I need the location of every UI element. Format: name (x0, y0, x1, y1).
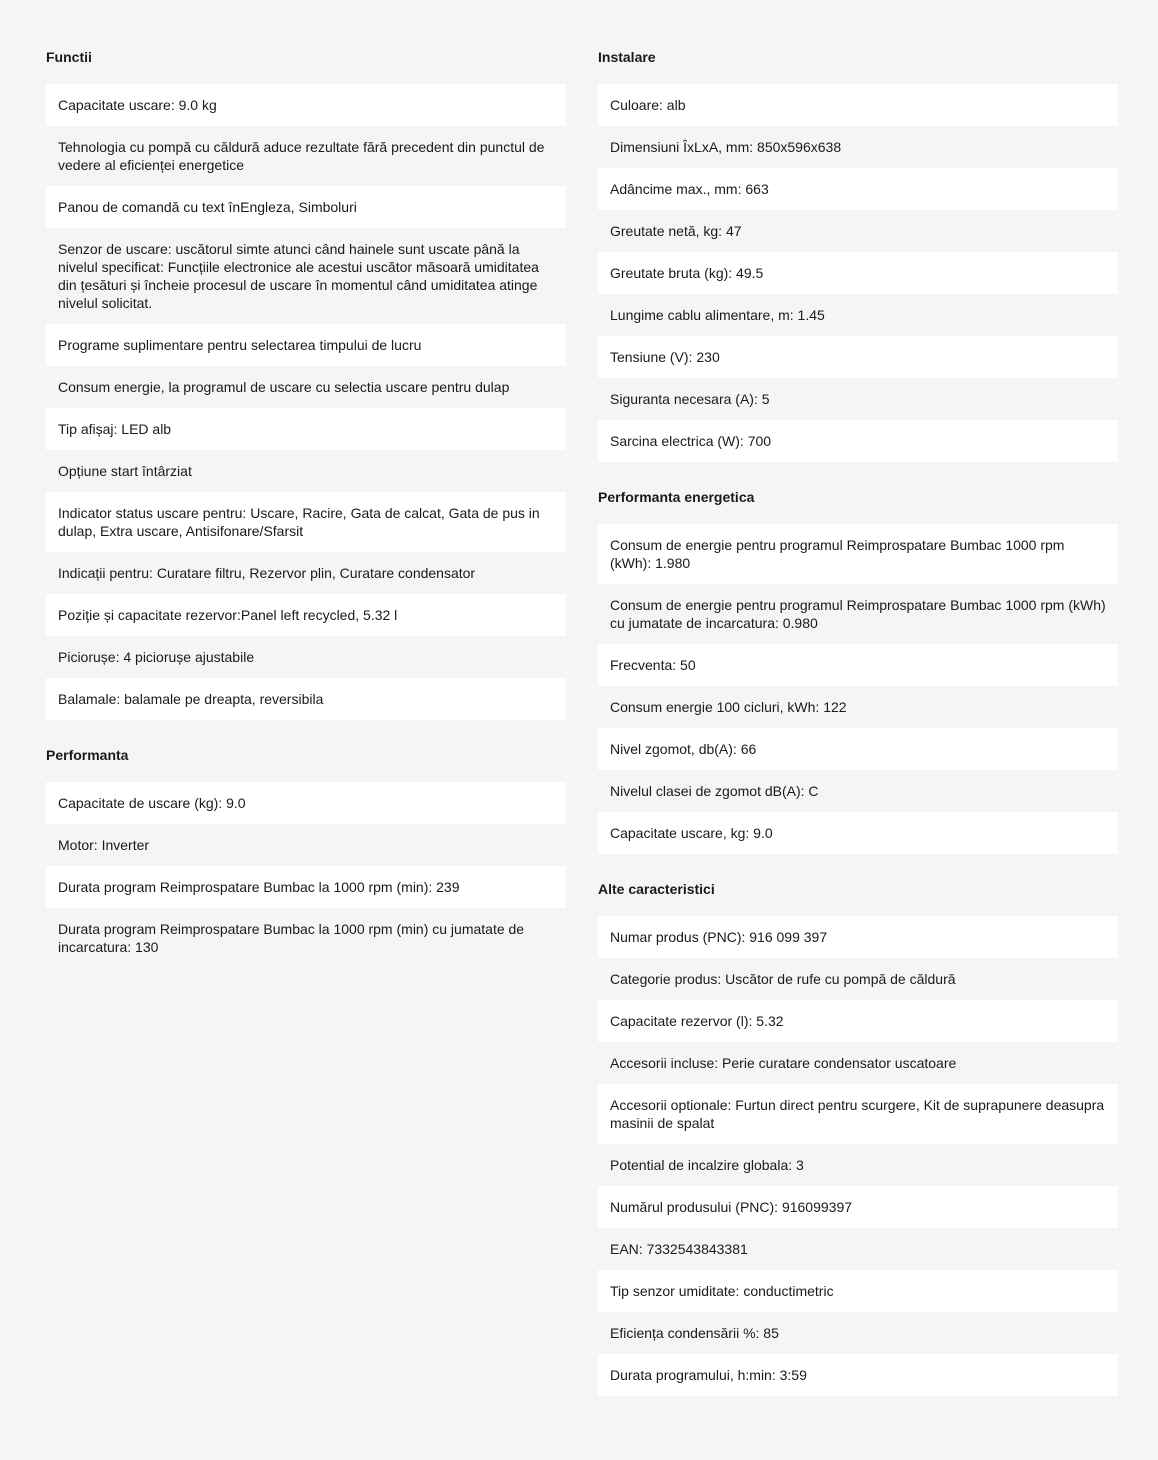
spec-row: Accesorii incluse: Perie curatare condensator uscatoare (598, 1042, 1118, 1084)
spec-row: Culoare: alb (598, 84, 1118, 126)
spec-row: Consum energie 100 cicluri, kWh: 122 (598, 686, 1118, 728)
spec-row: Tip afișaj: LED alb (46, 408, 566, 450)
spec-row: Categorie produs: Uscător de rufe cu pompă de căldură (598, 958, 1118, 1000)
spec-row: Indicații pentru: Curatare filtru, Rezervor plin, Curatare condensator (46, 552, 566, 594)
spec-row: Consum de energie pentru programul Reimprospatare Bumbac 1000 rpm (kWh): 1.980 (598, 524, 1118, 584)
spec-list (598, 84, 1118, 462)
spec-row: EAN: 7332543843381 (598, 1228, 1118, 1270)
spec-row: Opțiune start întârziat (46, 450, 566, 492)
spec-row: Durata program Reimprospatare Bumbac la 1000 rpm (min) cu jumatate de incarcatura: 130 (46, 908, 566, 968)
section-title: Performanta energetica (598, 489, 755, 505)
spec-row: Piciorușe: 4 piciorușe ajustabile (46, 636, 566, 678)
spec-row: Indicator status uscare pentru: Uscare, Racire, Gata de calcat, Gata de pus in dulap, Extra uscare, Antisifonare/Sfarsit (46, 492, 566, 552)
section-title: Performanta (46, 747, 129, 763)
spec-section-performanta-energetica (598, 486, 1118, 854)
spec-row: Capacitate uscare, kg: 9.0 (598, 812, 1118, 854)
spec-row: Tehnologia cu pompă cu căldură aduce rezultate fără precedent din punctul de vedere al eficienței energetice (46, 126, 566, 186)
section-title: Instalare (598, 49, 656, 65)
spec-row: Eficiența condensării %: 85 (598, 1312, 1118, 1354)
spec-row: Consum de energie pentru programul Reimprospatare Bumbac 1000 rpm (kWh) cu jumatate de incarcatura: 0.980 (598, 584, 1118, 644)
spec-row: Accesorii optionale: Furtun direct pentru scurgere, Kit de suprapunere deasupra masinii de spalat (598, 1084, 1118, 1144)
spec-row: Tip senzor umiditate: conductimetric (598, 1270, 1118, 1312)
spec-row: Poziție și capacitate rezervor:Panel left recycled, 5.32 l (46, 594, 566, 636)
spec-section-instalare (598, 46, 1118, 462)
spec-row: Panou de comandă cu text înEngleza, Simboluri (46, 186, 566, 228)
spec-row: Frecventa: 50 (598, 644, 1118, 686)
spec-section-alte-caracteristici (598, 878, 1118, 1396)
spec-row: Lungime cablu alimentare, m: 1.45 (598, 294, 1118, 336)
spec-list (46, 782, 566, 968)
spec-row: Adâncime max., mm: 663 (598, 168, 1118, 210)
spec-row: Sarcina electrica (W): 700 (598, 420, 1118, 462)
spec-row: Capacitate uscare: 9.0 kg (46, 84, 566, 126)
section-title: Alte caracteristici (598, 881, 715, 897)
spec-row: Durata program Reimprospatare Bumbac la 1000 rpm (min): 239 (46, 866, 566, 908)
spec-section-performanta (46, 744, 566, 968)
spec-row: Nivelul clasei de zgomot dB(A): C (598, 770, 1118, 812)
spec-row: Greutate bruta (kg): 49.5 (598, 252, 1118, 294)
spec-row: Motor: Inverter (46, 824, 566, 866)
spec-row: Capacitate de uscare (kg): 9.0 (46, 782, 566, 824)
spec-row: Senzor de uscare: uscătorul simte atunci când hainele sunt uscate până la nivelul specificat: Funcțiile electronice ale acestui uscător măsoară umiditatea din țesături și încheie procesul de uscare în momentul când umiditatea atinge nivelul solicitat. (46, 228, 566, 324)
spec-row: Dimensiuni ÎxLxA, mm: 850x596x638 (598, 126, 1118, 168)
spec-row: Consum energie, la programul de uscare cu selectia uscare pentru dulap (46, 366, 566, 408)
spec-row: Programe suplimentare pentru selectarea timpului de lucru (46, 324, 566, 366)
left-column (46, 46, 566, 1460)
spec-row: Durata programului, h:min: 3:59 (598, 1354, 1118, 1396)
spec-section-functii (46, 46, 566, 720)
spec-list (598, 524, 1118, 854)
spec-row: Balamale: balamale pe dreapta, reversibila (46, 678, 566, 720)
spec-row: Nivel zgomot, db(A): 66 (598, 728, 1118, 770)
spec-row: Capacitate rezervor (l): 5.32 (598, 1000, 1118, 1042)
spec-row: Numărul produsului (PNC): 916099397 (598, 1186, 1118, 1228)
spec-row: Potential de incalzire globala: 3 (598, 1144, 1118, 1186)
spec-row: Tensiune (V): 230 (598, 336, 1118, 378)
section-title: Functii (46, 49, 92, 65)
spec-list (598, 916, 1118, 1396)
spec-list (46, 84, 566, 720)
spec-row: Numar produs (PNC): 916 099 397 (598, 916, 1118, 958)
spec-row: Greutate netă, kg: 47 (598, 210, 1118, 252)
right-column (598, 46, 1118, 1460)
spec-row: Siguranta necesara (A): 5 (598, 378, 1118, 420)
